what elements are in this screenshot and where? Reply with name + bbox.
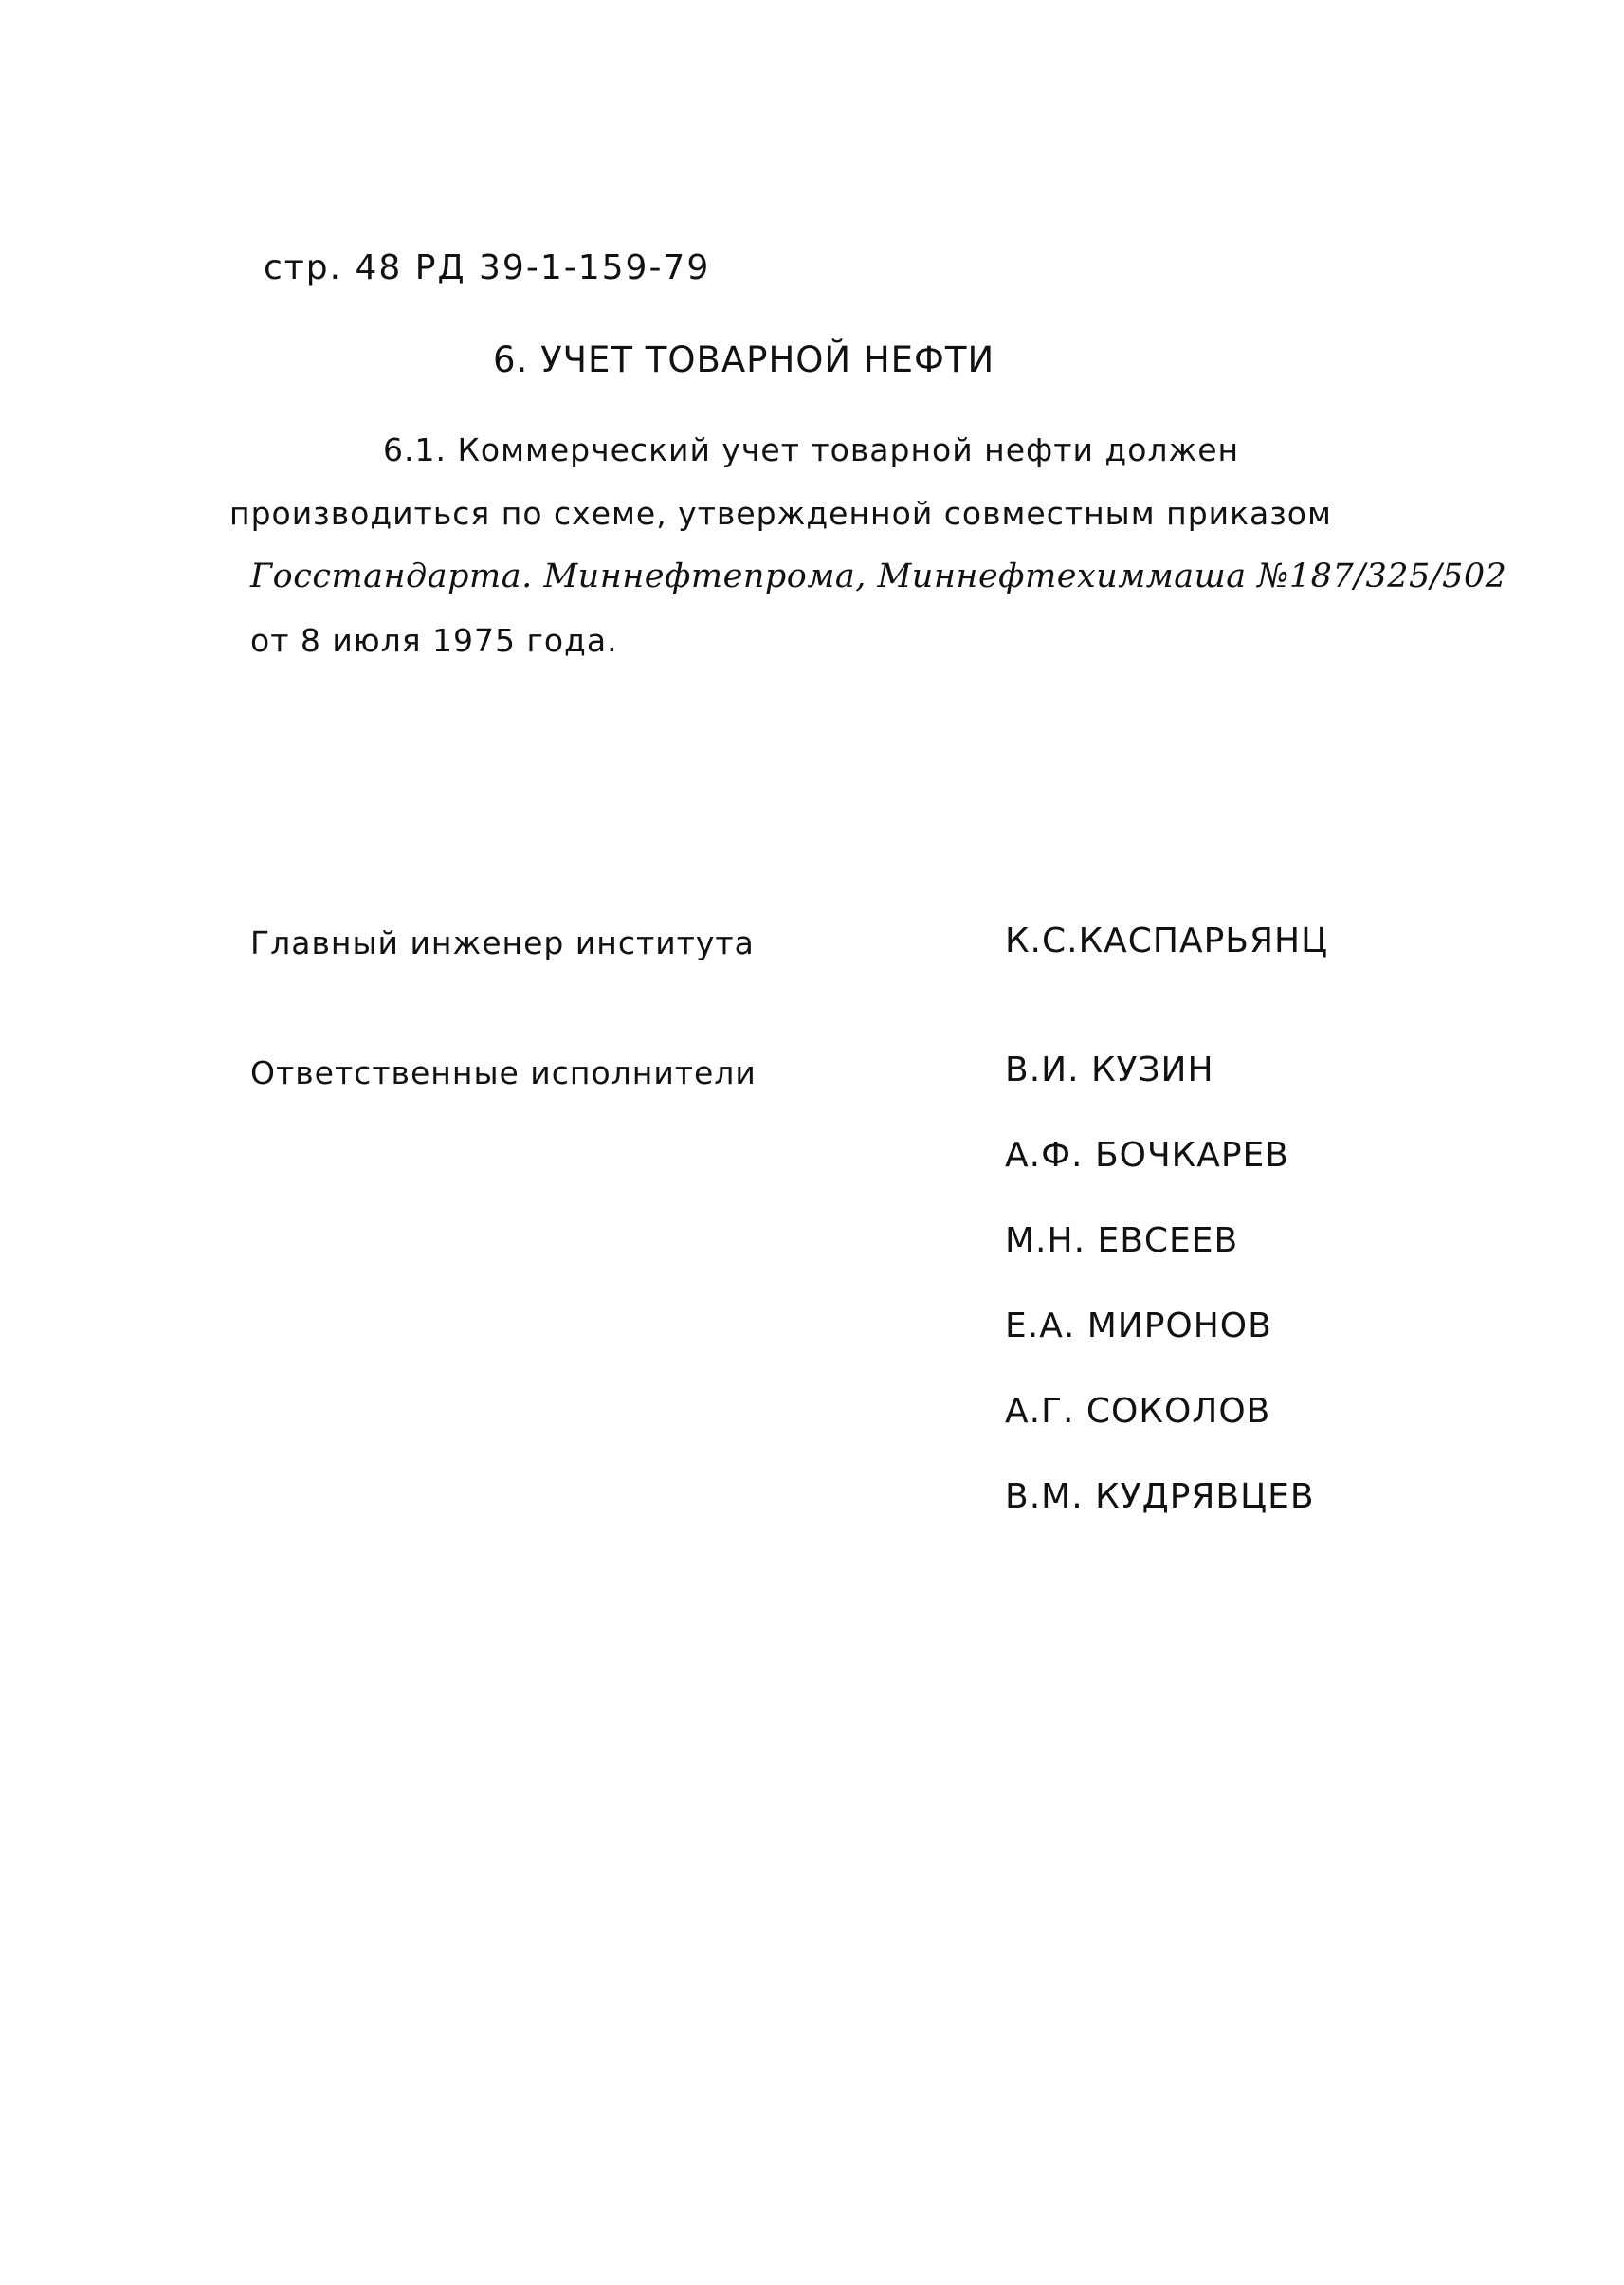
executor-name: А.Г. СОКОЛОВ [1005,1392,1271,1431]
executor-name: Е.А. МИРОНОВ [1005,1307,1272,1345]
paragraph-line-3: Госстандарта. Миннефтепрома, Миннефтехиммаша №187/325/502 [250,558,1507,595]
chief-engineer-name: К.С.КАСПАРЬЯНЦ [1005,922,1329,960]
executor-name: В.И. КУЗИН [1005,1051,1214,1089]
chief-engineer-label: Главный инженер института [250,924,755,961]
paragraph-line-2: производиться по схеме, утвержденной совместным приказом [229,495,1332,532]
executor-name: В.М. КУДРЯВЦЕВ [1005,1477,1315,1516]
paragraph-line-1: 6.1. Коммерческий учет товарной нефти должен [383,431,1240,468]
page-header: стр. 48 РД 39-1-159-79 [264,248,711,287]
executors-label: Ответственные исполнители [250,1054,757,1091]
paragraph-line-4: от 8 июля 1975 года. [250,622,618,659]
executor-name: М.Н. ЕВСЕЕВ [1005,1221,1239,1260]
executor-name: А.Ф. БОЧКАРЕВ [1005,1136,1289,1175]
section-title: 6. УЧЕТ ТОВАРНОЙ НЕФТИ [493,339,995,380]
